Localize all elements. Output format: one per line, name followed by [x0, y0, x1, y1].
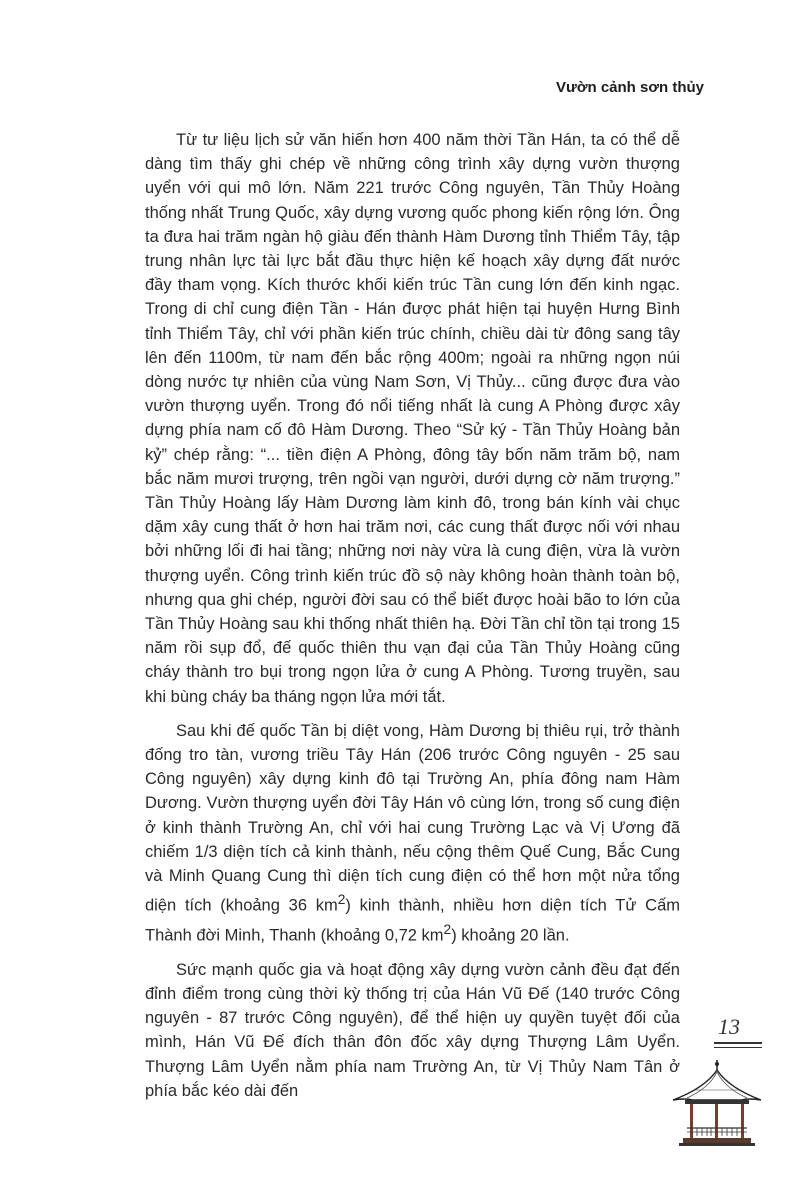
superscript-km2-second: 2: [443, 922, 452, 937]
page-number: 13: [718, 1014, 740, 1039]
paragraph-1: Từ tư liệu lịch sử văn hiến hơn 400 năm thời Tần Hán, ta có thể dễ dàng tìm thấy ghi chép về những công trình xây dựng vườn thượng uyển với qui mô lớn. Năm 221 trước Công nguyên, Tần Thủy Hoàng thống nhất Trung Quốc, xây dựng vương quốc phong kiến rộng lớn. Ông ta đưa hai trăm ngàn hộ giàu đến thành Hàm Dương tỉnh Thiểm Tây, tập trung nhân lực tài lực bắt đầu thực hiện kế hoạch xây dựng đất nước đầy tham vọng. Kích thước khối kiến trúc Tần cung lớn đến kinh ngạc. Trong di chỉ cung điện Tần - Hán được phát hiện tại huyện Hưng Bình tỉnh Thiểm Tây, chỉ với phần kiến trúc chính, chiều dài từ đông sang tây lên đến 1100m, từ nam đến bắc rộng 400m; ngoài ra những ngọn núi dòng nước tự nhiên của vùng Nam Sơn, Vị Thủy... cũng được đưa vào vườn thượng uyển. Trong đó nổi tiếng nhất là cung A Phòng được xây dựng phía nam cố đô Hàm Dương. Theo “Sử ký - Tần Thủy Hoàng bản kỷ” chép rằng: “... tiền điện A Phòng, đông tây bốn năm trăm bộ, nam bắc năm mươi trượng, trên ngồi vạn người, dưới dựng cờ năm trượng.” Tần Thủy Hoàng lấy Hàm Dương làm kinh đô, trong bán kính vài chục dặm xây cung thất ở hơn hai trăm nơi, các cung thất được nối với nhau bởi những lối đi hai tầng; những nơi này vừa là cung điện, vừa là vườn thượng uyển. Công trình kiến trúc đồ sộ này không hoàn thành toàn bộ, nhưng qua ghi chép, người đời sau có thể biết được hoài bão to lớn của Tần Thủy Hoàng sau khi thống nhất thiên hạ. Đời Tần chỉ tồn tại trong 15 năm rồi sụp đổ, đế quốc thiên thu vạn đại của Tần Thủy Hoàng cũng cháy thành tro bụi trong ngọn lửa ở cung A Phòng. Tương truyền, sau khi bùng cháy ba tháng ngọn lửa mới tắt.: [145, 131, 680, 706]
running-header: Vườn cảnh sơn thủy: [555, 79, 704, 96]
paragraph-3: Sức mạnh quốc gia và hoạt động xây dựng vườn cảnh đều đạt đến đỉnh điểm trong cùng thời kỳ thống trị của Hán Vũ Đế (140 trước Công nguyên - 87 trước Công nguyên), để thể hiện uy quyền tuyệt đối của mình, Hán Vũ Đế đích thân đôn đốc xây dựng Thượng Lâm Uyển. Thượng Lâm Uyển nằm phía nam Trường An, từ Vị Thủy Nam Tân ở phía bắc kéo dài đến: [145, 960, 680, 1100]
superscript-km2: 2: [337, 892, 346, 908]
paragraph-2-part-b: ) kinh thành, nhiều hơn diện tích Tử Cấm Thành đời Minh, Thanh (khoảng 0,72 km: [145, 896, 680, 945]
paragraph-2-part-c: ) khoảng 20 lần.: [451, 926, 570, 945]
page-number-rule: [714, 1042, 762, 1048]
paragraph-2: [145, 719, 680, 948]
pavilion-icon: [665, 1058, 765, 1148]
body-text: [145, 128, 680, 1113]
paragraph-2-part-a: Sau khi đế quốc Tần bị diệt vong, Hàm Dương bị thiêu rụi, trở thành đống tro tàn, vương triều Tây Hán (206 trước Công nguyên - 25 sau Công nguyên) xây dựng kinh đô tại Trường An, phía đông nam Hàm Dương. Vườn thượng uyển đời Tây Hán vô cùng lớn, trong số cung điện ở kinh thành Trường An, chỉ với hai cung Trường Lạc và Vị Ương đã chiếm 1/3 diện tích cả kinh thành, nếu cộng thêm Quế Cung, Bắc Cung và Minh Quang Cung thì diện tích cung điện có thể hơn một nửa tổng diện tích (khoảng 36 km: [145, 721, 680, 915]
